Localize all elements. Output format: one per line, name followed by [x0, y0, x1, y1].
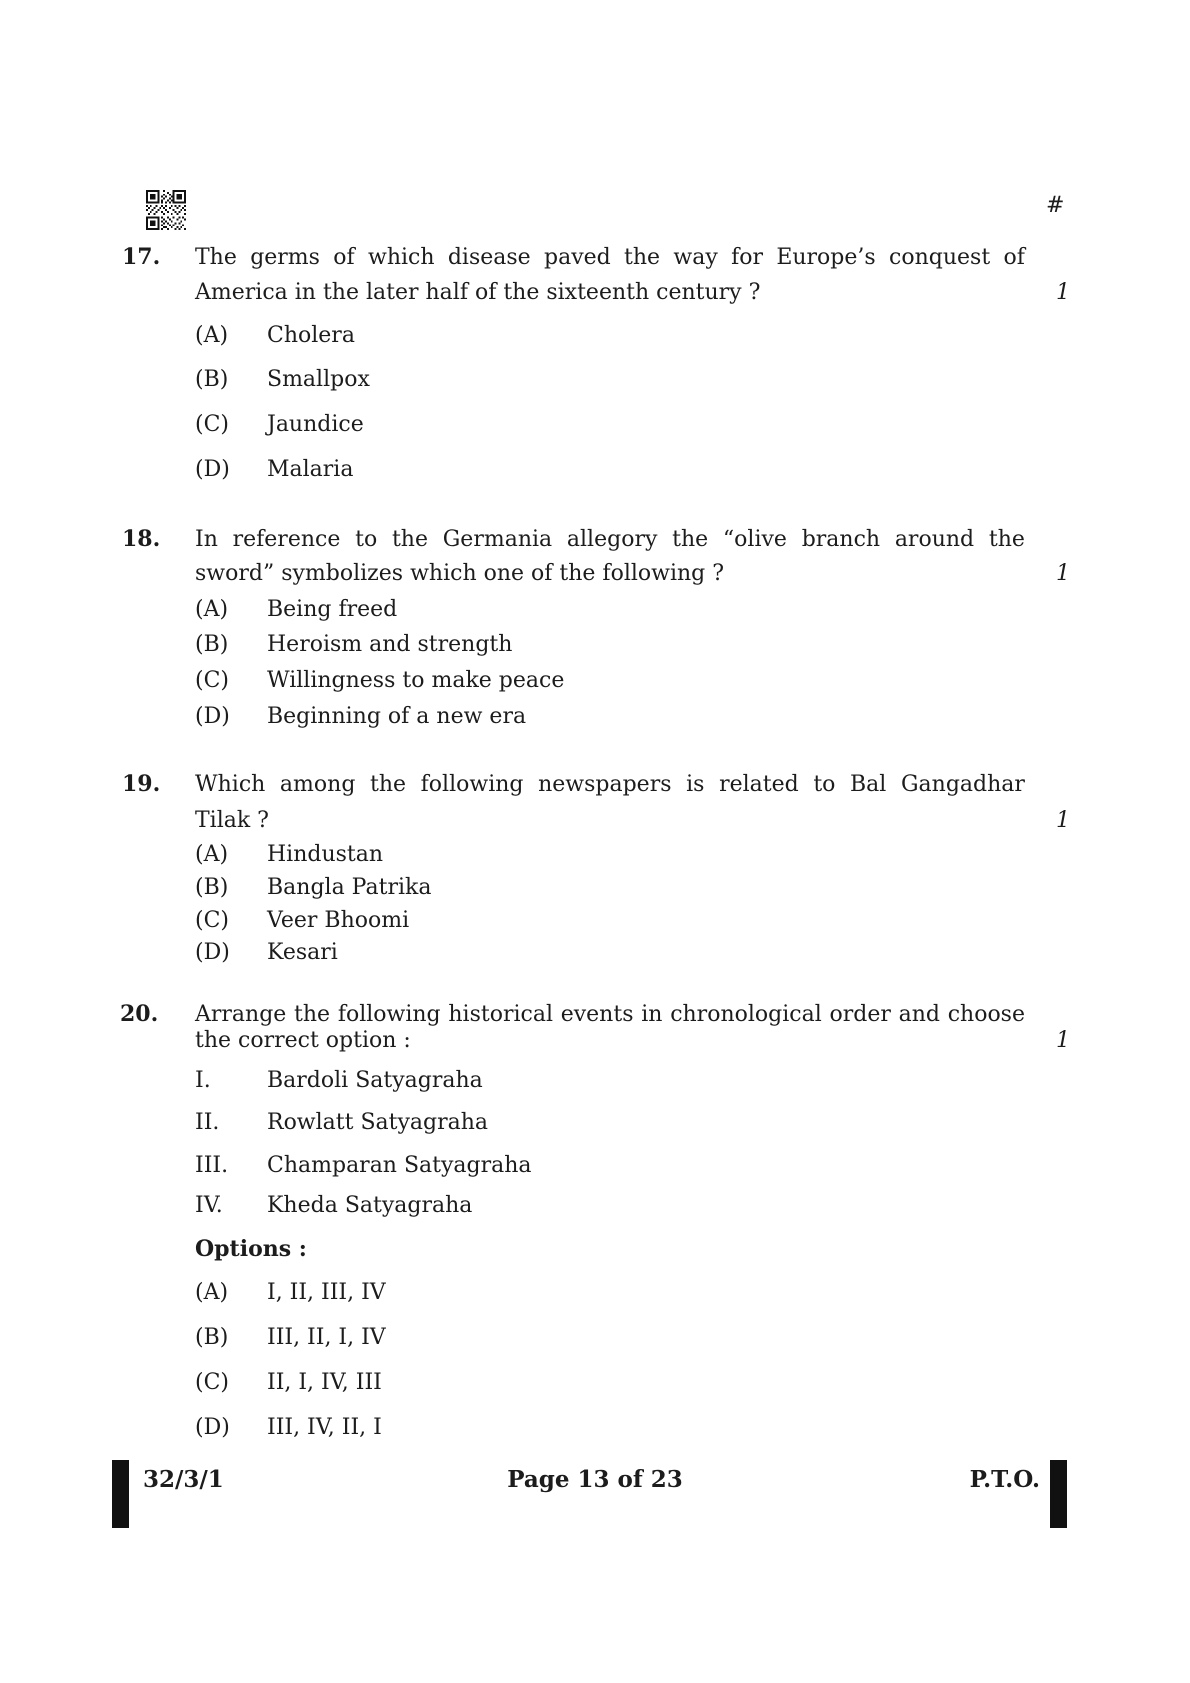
option-text: Heroism and strength: [267, 632, 513, 657]
option-label: (C): [195, 908, 229, 933]
question-20-marks: 1: [1056, 1028, 1070, 1053]
question-17-option-d: [195, 455, 353, 484]
question-18-option-c: [195, 666, 564, 695]
option-text: Bangla Patrika: [267, 875, 432, 900]
question-20-item-3: [195, 1151, 532, 1180]
option-label: (A): [195, 597, 229, 622]
question-17-option-b: [195, 365, 370, 394]
question-19-marks: 1: [1056, 808, 1070, 833]
option-text: III, IV, II, I: [267, 1415, 382, 1440]
option-label: (A): [195, 842, 229, 867]
option-label: (D): [195, 940, 230, 965]
option-label: (B): [195, 632, 229, 657]
option-label: (A): [195, 1280, 229, 1305]
option-label: (C): [195, 668, 229, 693]
option-text: Being freed: [267, 597, 398, 622]
option-text: Kesari: [267, 940, 338, 965]
question-20-option-a: [195, 1278, 386, 1307]
item-label: II.: [195, 1110, 220, 1135]
question-19-text-line1: Which among the following newspapers is related to Bal Gangadhar: [195, 772, 1025, 797]
option-text: I, II, III, IV: [267, 1280, 386, 1305]
footer-paper-code: 32/3/1: [143, 1466, 224, 1493]
item-label: III.: [195, 1153, 229, 1178]
question-20-text-line2: the correct option :: [195, 1028, 411, 1053]
hash-symbol: #: [1046, 193, 1065, 218]
option-label: (B): [195, 1325, 229, 1350]
question-20-number: 20.: [120, 1001, 159, 1027]
option-label: (C): [195, 412, 229, 437]
question-18-text-line1: In reference to the Germania allegory the “olive branch around the: [195, 527, 1025, 552]
option-label: (D): [195, 457, 230, 482]
question-18-option-d: [195, 702, 526, 731]
question-18-number: 18.: [122, 526, 161, 552]
item-text: Kheda Satyagraha: [267, 1193, 473, 1218]
item-text: Champaran Satyagraha: [267, 1153, 532, 1178]
question-17-option-c: [195, 410, 364, 439]
option-label: (D): [195, 704, 230, 729]
question-19-option-a: [195, 840, 383, 869]
qr-code-icon: [146, 190, 186, 230]
question-17-text-line1: The germs of which disease paved the way for Europe’s conquest of: [195, 245, 1025, 270]
question-18-option-b: [195, 630, 512, 659]
footer-right-bar: [1050, 1460, 1067, 1528]
item-text: Bardoli Satyagraha: [267, 1068, 483, 1093]
option-label: (B): [195, 875, 229, 900]
question-19-option-c: [195, 906, 409, 935]
item-text: Rowlatt Satyagraha: [267, 1110, 489, 1135]
question-18-text-line2: sword” symbolizes which one of the following ?: [195, 561, 725, 586]
question-19-option-d: [195, 938, 338, 967]
option-text: Beginning of a new era: [267, 704, 527, 729]
option-label: (A): [195, 323, 229, 348]
question-19-number: 19.: [122, 771, 161, 797]
option-label: (D): [195, 1415, 230, 1440]
option-text: Hindustan: [267, 842, 384, 867]
option-text: Malaria: [267, 457, 354, 482]
option-text: Cholera: [267, 323, 355, 348]
question-20-item-1: [195, 1066, 483, 1095]
footer-page-number: Page 13 of 23: [507, 1466, 683, 1493]
question-19-text-line2: Tilak ?: [195, 808, 269, 833]
question-20-text-line1: Arrange the following historical events in chronological order and choose: [195, 1002, 1025, 1027]
question-20-option-b: [195, 1323, 386, 1352]
question-18-marks: 1: [1056, 561, 1070, 586]
option-text: Veer Bhoomi: [267, 908, 410, 933]
item-label: I.: [195, 1068, 211, 1093]
question-20-option-c: [195, 1368, 382, 1397]
question-20-item-4: [195, 1191, 472, 1220]
question-20-option-d: [195, 1413, 382, 1442]
option-text: II, I, IV, III: [267, 1370, 382, 1395]
option-text: Smallpox: [267, 367, 370, 392]
footer-pto: P.T.O.: [969, 1466, 1040, 1493]
option-text: Jaundice: [267, 412, 364, 437]
option-text: Willingness to make peace: [267, 668, 565, 693]
question-19-option-b: [195, 873, 431, 902]
option-label: (B): [195, 367, 229, 392]
option-label: (C): [195, 1370, 229, 1395]
question-17-text-line2: America in the later half of the sixteenth century ?: [195, 280, 761, 305]
question-20-item-2: [195, 1108, 488, 1137]
question-17-number: 17.: [122, 244, 161, 270]
question-17-marks: 1: [1056, 280, 1070, 305]
question-17-option-a: [195, 321, 355, 350]
question-20-options-header: Options :: [195, 1236, 307, 1262]
question-18-option-a: [195, 595, 397, 624]
item-label: IV.: [195, 1193, 223, 1218]
option-text: III, II, I, IV: [267, 1325, 386, 1350]
